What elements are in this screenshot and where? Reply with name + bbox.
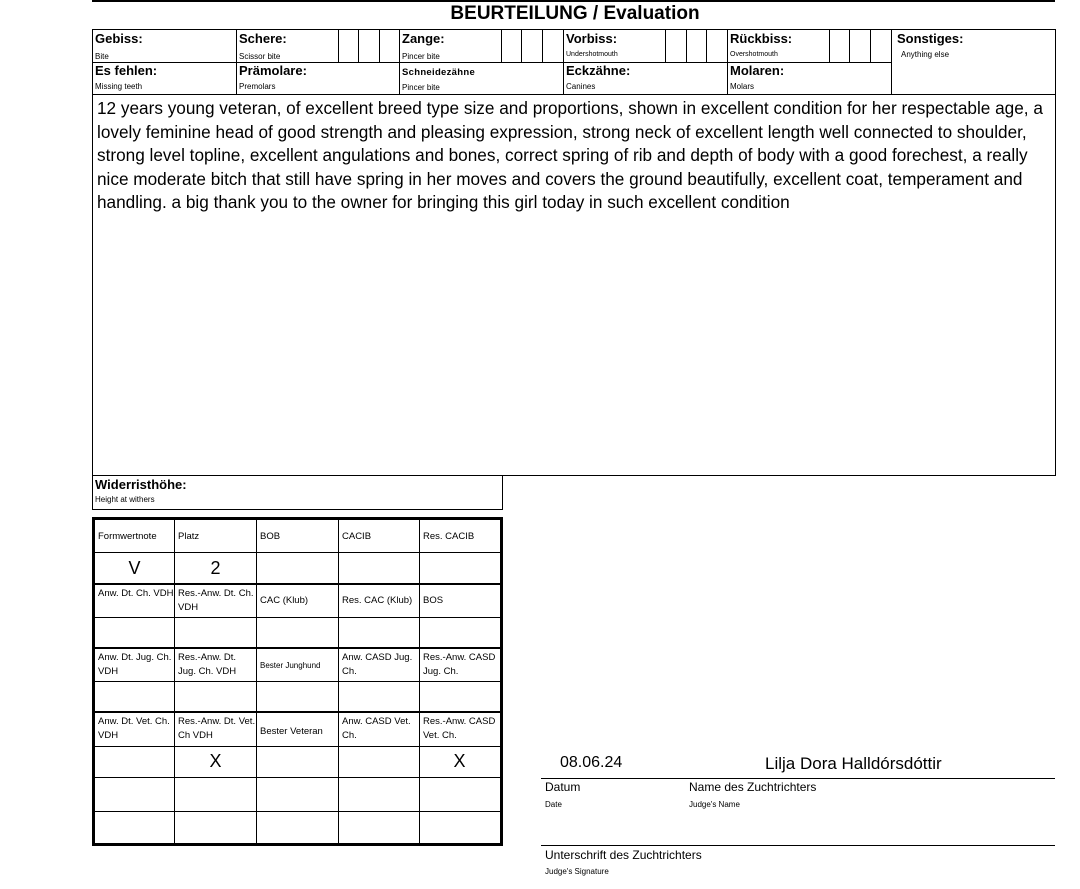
canines-label: Eckzähne: (566, 63, 631, 78)
undershot-field (566, 31, 618, 59)
scissor-label: Schere: (239, 31, 287, 46)
date-sublabel: Date (545, 800, 562, 809)
header-res-anw-dt-vet-ch-vdh: Res.-Anw. Dt. Vet. Ch VDH (178, 716, 256, 741)
premolars-label: Prämolare: (239, 63, 307, 78)
height-sublabel: Height at withers (95, 495, 155, 504)
value-platz: 2 (210, 558, 221, 578)
missing-teeth-label: Es fehlen: (95, 63, 158, 78)
header-platz: Platz (178, 531, 200, 542)
incisors-field (402, 65, 475, 92)
overshot-sublabel: Overshotmouth (730, 51, 778, 58)
other-field (897, 31, 963, 59)
date-value: 08.06.24 (560, 754, 623, 771)
header-anw-casd-vet-ch: Anw. CASD Vet. Ch. (342, 716, 411, 741)
undershot-label: Vorbiss: (566, 31, 618, 46)
header-res-anw-dt-jug-ch-vdh: Res.-Anw. Dt. Jug. Ch. VDH (178, 652, 237, 677)
header-bester-veteran: Bester Veteran (260, 726, 323, 737)
signature-label: Unterschrift des Zuchtrichters (545, 848, 702, 862)
bite-sublabel: Bite (95, 52, 109, 61)
incisors-label: Schneidezähne (402, 67, 476, 78)
incisors-sublabel: Pincer bite (402, 83, 440, 92)
undershot-sublabel: Undershotmouth (566, 51, 618, 58)
judge-name-value: Lilja Dora Halldórsdóttir (765, 754, 942, 773)
molars-sublabel: Molars (730, 82, 755, 91)
pincer-sublabel: Pincer bite (402, 52, 440, 61)
missing-teeth-sublabel: Missing teeth (95, 82, 143, 91)
scissor-field (239, 31, 287, 61)
header-res-cac-klub: Res. CAC (Klub) (342, 595, 413, 606)
scissor-sublabel: Scissor bite (239, 52, 281, 61)
bite-label: Gebiss: (95, 31, 143, 46)
bite-field (95, 31, 143, 61)
header-bos: BOS (423, 595, 444, 606)
header-cacib: CACIB (342, 531, 372, 542)
value-res-anw-casd-vet-ch: X (453, 751, 466, 771)
header-anw-dt-vet-ch-vdh: Anw. Dt. Vet. Ch. VDH (98, 716, 170, 741)
judge-name-sublabel: Judge's Name (689, 800, 740, 809)
header-formwertnote: Formwertnote (98, 531, 157, 542)
other-label: Sonstiges: (897, 31, 964, 46)
header-bester-junghund: Bester Junghund (260, 661, 321, 670)
header-res-anw-casd-jug-ch: Res.-Anw. CASD Jug. Ch. (423, 652, 496, 677)
signature-sublabel: Judge's Signature (545, 867, 609, 876)
evaluation-text: 12 years young veteran, of excellent breed type size and proportions, shown in excellent condition for her respectable age, a lovely feminine head of good strength and pleasing expression, strong neck of excellent length well connected to shoulder, strong level topline, excellent angulations and bones, correct spring of rib and depth of body with a good forechest, a really nice moderate bitch that still have spring in her moves and covers the ground beautifully, excellent coat, temperament and handling. a big thank you to the owner for bringing this girl today in such excellent condition (97, 98, 1043, 212)
header-bob: BOB (260, 531, 281, 542)
page-title: BEURTEILUNG / Evaluation (450, 3, 700, 24)
value-formwertnote: V (128, 558, 141, 578)
pincer-label: Zange: (402, 31, 445, 46)
value-res-anw-dt-vet-ch-vdh: X (209, 751, 222, 771)
overshot-field (730, 31, 792, 59)
other-sublabel: Anything else (901, 50, 950, 59)
judge-name-label: Name des Zuchtrichters (689, 780, 817, 794)
pincer-field (402, 31, 445, 61)
header-res-cacib: Res. CACIB (423, 531, 475, 542)
header-res-anw-casd-vet-ch: Res.-Anw. CASD Vet. Ch. (423, 716, 496, 741)
overshot-label: Rückbiss: (730, 31, 793, 46)
header-cac-klub: CAC (Klub) (260, 595, 309, 606)
molars-field (730, 63, 784, 91)
molars-label: Molaren: (730, 63, 785, 78)
premolars-field (239, 63, 307, 91)
top-rule (92, 0, 1055, 2)
canines-field (566, 63, 630, 91)
premolars-sublabel: Premolars (239, 82, 276, 91)
header-anw-dt-ch-vdh: Anw. Dt. Ch. VDH (98, 588, 174, 599)
height-label: Widerristhöhe: (95, 477, 187, 492)
canines-sublabel: Canines (566, 82, 596, 91)
header-anw-casd-jug-ch: Anw. CASD Jug. Ch. (342, 652, 413, 677)
header-anw-dt-jug-ch-vdh: Anw. Dt. Jug. Ch. VDH (98, 652, 172, 677)
results-grid (92, 517, 503, 846)
missing-teeth-field (95, 63, 157, 91)
header-res-anw-dt-ch-vdh: Res.-Anw. Dt. Ch. VDH (178, 588, 254, 613)
date-label: Datum (545, 780, 581, 794)
